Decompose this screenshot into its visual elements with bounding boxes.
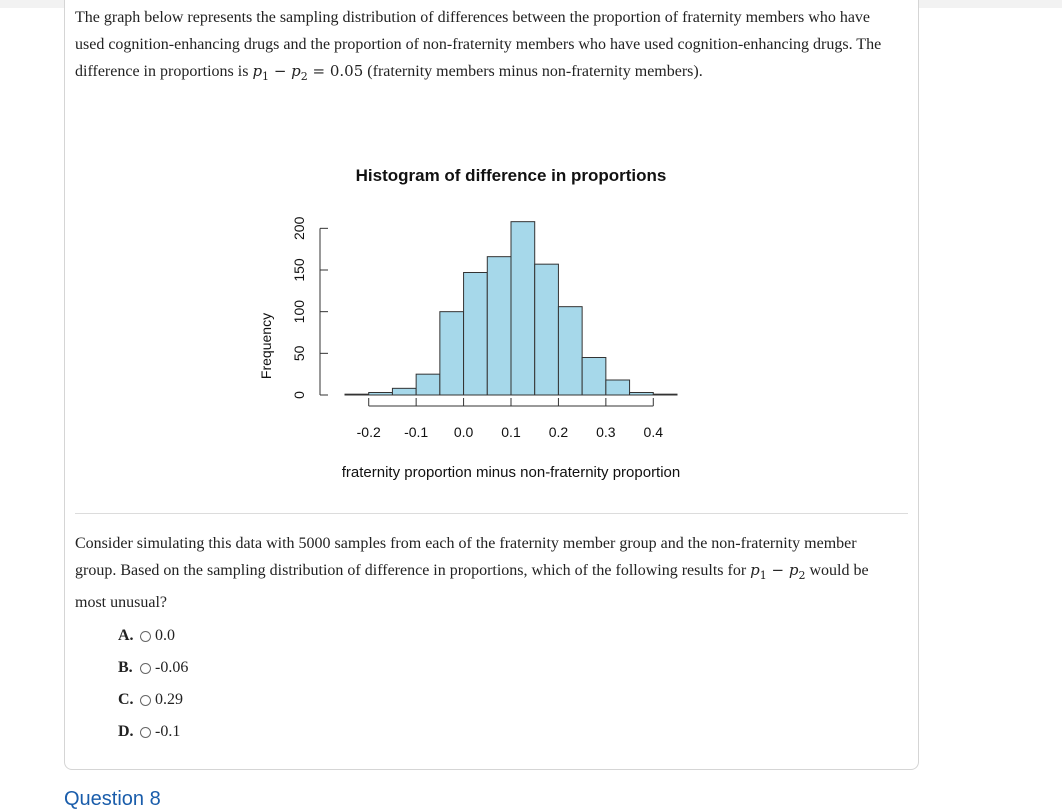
histogram-bar [653,394,677,395]
chart-title: Histogram of difference in proportions [355,166,667,185]
y-tick-label: 0 [291,391,307,399]
option-d[interactable] [118,716,188,748]
p1-symbol: $p_1$ [252,62,270,83]
radio-icon[interactable] [140,695,151,706]
option-a[interactable] [118,620,188,652]
histogram-bar [535,264,559,395]
intro-text [75,4,895,90]
histogram-bar [606,380,630,395]
next-question-heading: Question 8 [64,788,161,810]
x-tick-label: -0.2 [356,424,381,440]
histogram-bar [582,358,606,396]
y-tick-label: 100 [291,299,307,324]
q-p2-symbol: $p_2$ [788,561,806,582]
intro-part2: (fraternity members minus non-fraternity members). [363,63,703,80]
x-tick-label: 0.3 [596,424,616,440]
histogram-bar [345,394,369,395]
q-minus-sign: − [766,561,789,579]
histogram-bar [369,393,393,396]
radio-icon[interactable] [140,663,151,674]
histogram-chart [250,150,770,495]
option-b[interactable] [118,652,188,684]
y-axis [291,216,328,398]
option-letter: A. [118,627,134,644]
y-tick-label: 50 [291,345,307,362]
option-value: 0.0 [155,627,175,644]
histogram-bar [440,312,464,395]
x-tick-label: -0.1 [404,424,429,440]
y-tick-label: 200 [291,216,307,241]
question-part1: Consider simulating this data with 5000 samples from each of the fraternity member group and the non-fraternity member group. Based on the sampling distribution of difference in proportions, which of the following results for [75,535,857,579]
bars-group [345,222,677,395]
histogram-bar [464,273,488,396]
option-letter: C. [118,691,134,708]
option-c[interactable] [118,684,188,716]
x-axis [357,398,664,440]
intro-part1: The graph below represents the sampling distribution of differences between the proportion of fraternity members who have used cognition-enhancing drugs and the proportion of non-fraternity members who have used cognition-enhancing drugs. The difference in proportions is [75,9,882,80]
histogram-bar [416,374,440,395]
answer-options [118,620,188,748]
question-text [75,530,895,616]
separator [75,513,908,514]
y-axis-label: Frequency [258,312,274,380]
q-p1-symbol: $p_1$ [750,561,767,582]
y-tick-label: 150 [291,258,307,282]
option-letter: D. [118,723,134,740]
radio-icon[interactable] [140,631,151,642]
histogram-bar [558,307,582,395]
x-tick-label: 0.1 [501,424,521,440]
option-value: -0.06 [155,659,189,676]
histogram-bar [487,257,511,395]
question-part2: would be most unusual? [75,562,869,611]
minus-sign: − [269,62,292,80]
p2-symbol: $p_2$ [291,62,308,83]
x-axis-label: fraternity proportion minus non-fraternity proportion [341,464,681,481]
x-tick-label: 0.0 [453,424,474,440]
x-tick-label: 0.4 [643,424,664,440]
option-value: -0.1 [155,723,181,740]
histogram-bar [392,388,416,395]
option-value: 0.29 [155,691,183,708]
option-letter: B. [118,659,133,676]
histogram-bar [630,393,654,396]
radio-icon[interactable] [140,727,151,738]
x-tick-label: 0.2 [548,424,569,440]
histogram-bar [511,222,535,395]
difference-value: = 0.05 [307,62,364,80]
